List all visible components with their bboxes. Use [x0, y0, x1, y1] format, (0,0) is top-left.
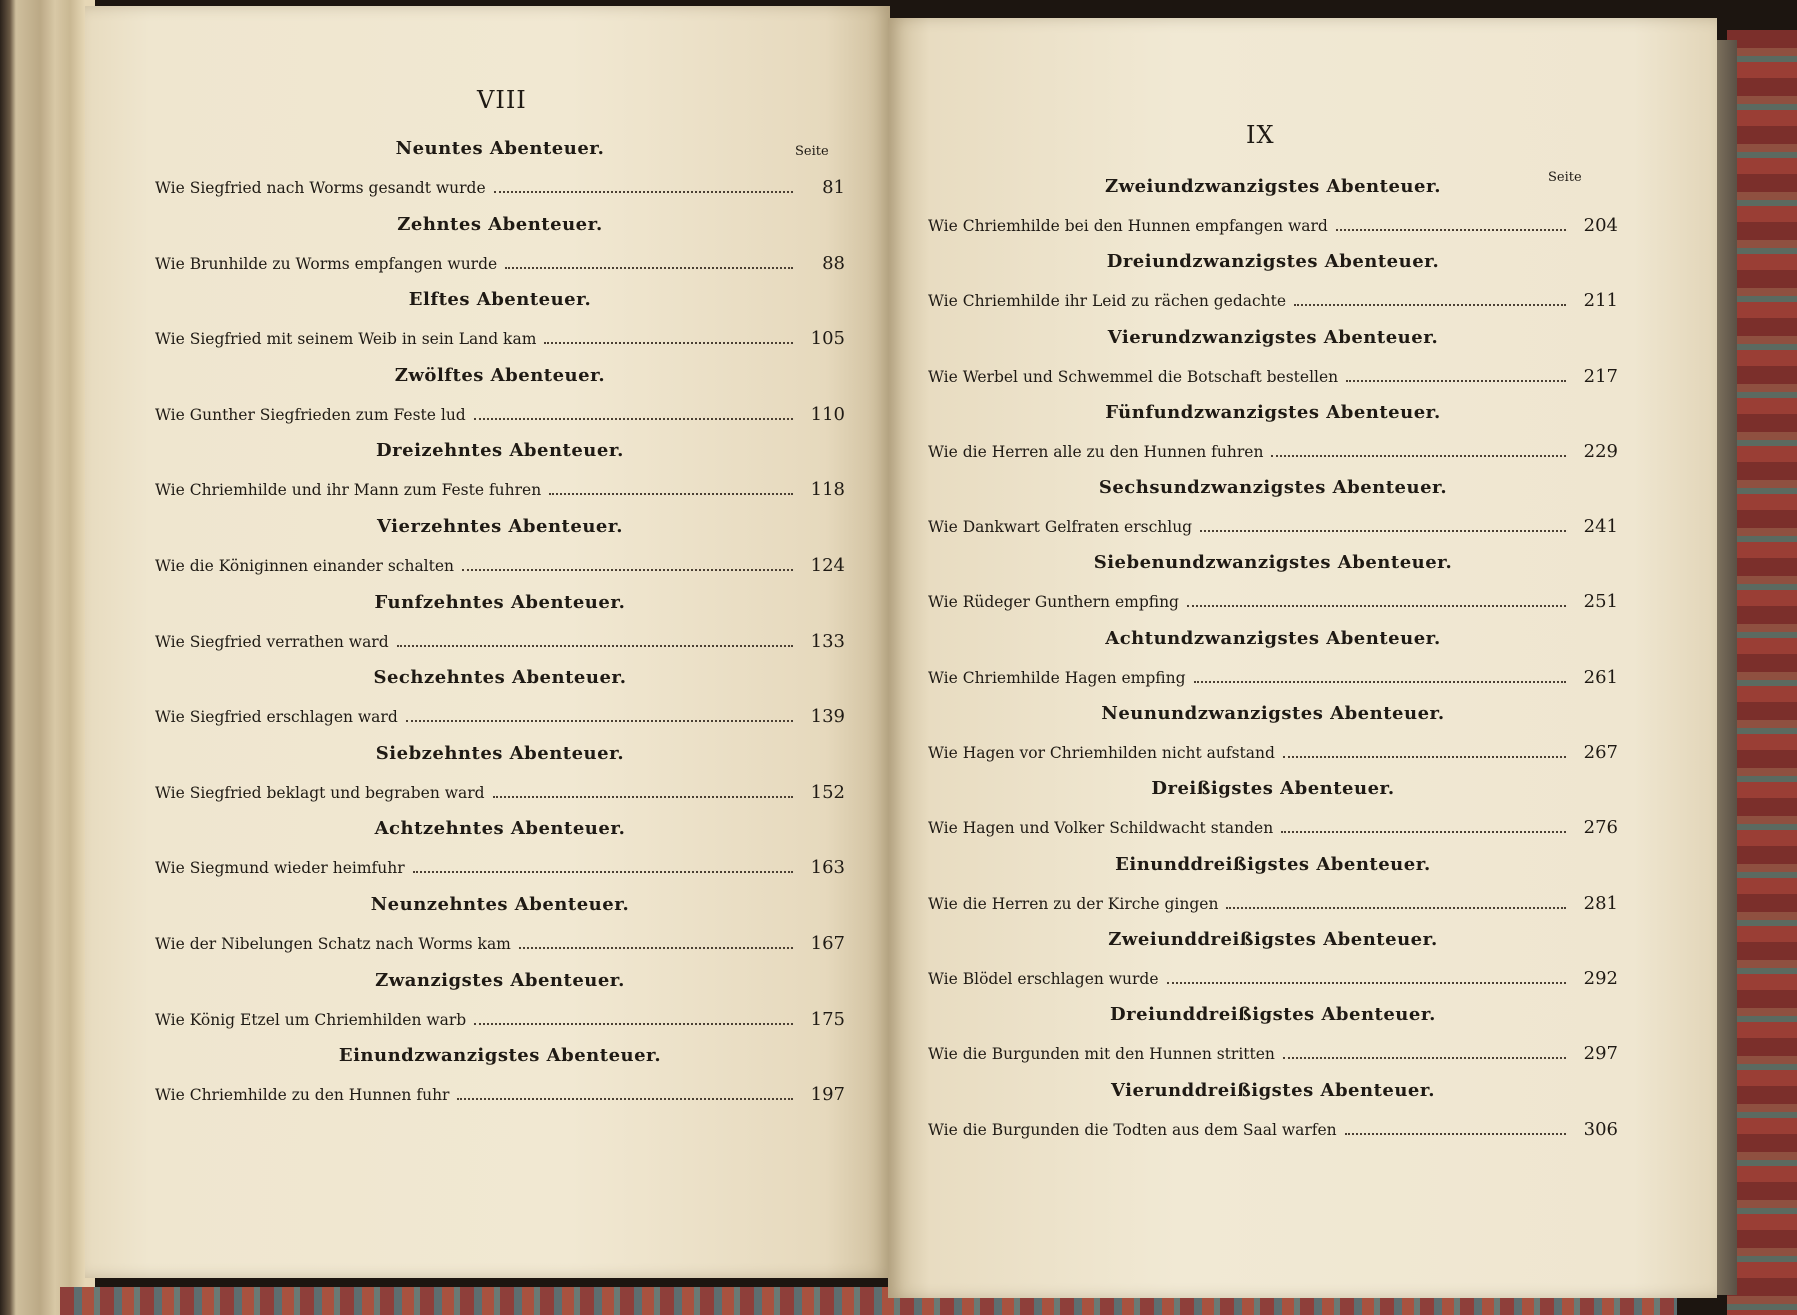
dot-leader	[493, 795, 793, 798]
page-reference: 139	[810, 706, 845, 728]
chapter-heading: Dreizehntes Abenteuer.	[376, 440, 624, 462]
page-reference: 211	[1583, 290, 1618, 312]
page-reference: 276	[1583, 817, 1618, 839]
page-reference: 124	[810, 554, 845, 576]
dot-leader	[1294, 303, 1566, 306]
chapter-title: Wie Werbel und Schwemmel die Botschaft bestellen	[928, 367, 1339, 386]
toc-row	[928, 955, 1618, 989]
chapter-heading: Siebenundzwanzigstes Abenteuer.	[1093, 552, 1453, 574]
page-reference: 152	[810, 781, 845, 803]
toc-row	[155, 1071, 845, 1105]
page-reference: 81	[822, 177, 845, 198]
dot-leader	[474, 417, 793, 420]
chapter-heading: Sechsundzwanzigstes Abenteuer.	[1098, 477, 1448, 499]
chapter-title: Wie Dankwart Gelfraten erschlug	[928, 518, 1193, 537]
seite-label: Seite	[795, 144, 829, 159]
dot-leader	[397, 644, 793, 647]
toc-entry	[928, 774, 1618, 849]
dot-leader	[474, 1022, 793, 1025]
toc-entry	[155, 966, 845, 1042]
dot-leader	[494, 190, 793, 193]
chapter-heading: Achtundzwanzigstes Abenteuer.	[1105, 627, 1441, 649]
toc-entry	[928, 925, 1618, 1000]
chapter-heading: Vierzehntes Abenteuer.	[377, 515, 623, 537]
page-reference: 163	[810, 857, 845, 879]
chapter-title: Wie Blödel erschlagen wurde	[928, 969, 1159, 988]
page-reference: 88	[822, 252, 845, 274]
chapter-heading: Dreißigstes Abenteuer.	[1151, 778, 1395, 800]
chapter-title: Wie die Burgunden die Todten aus dem Saal warfen	[928, 1120, 1337, 1139]
chapter-title: Wie Chriemhilde Hagen empfing	[928, 668, 1186, 687]
toc-entry	[155, 134, 845, 210]
chapter-title: Wie König Etzel um Chriemhilden warb	[155, 1010, 467, 1029]
chapter-title: Wie die Königinnen einander schalten	[155, 556, 455, 575]
toc-entry	[928, 548, 1618, 623]
toc-row	[928, 654, 1618, 688]
dot-leader	[1194, 680, 1566, 683]
dot-leader	[505, 266, 793, 269]
chapter-heading: Siebzehntes Abenteuer.	[375, 742, 625, 764]
chapter-heading: Neuntes Abenteuer.	[395, 138, 605, 159]
page-reference: 306	[1583, 1118, 1618, 1140]
toc-row	[155, 920, 845, 954]
chapter-title: Wie Chriemhilde zu den Hunnen fuhr	[155, 1086, 450, 1105]
page-reference: 175	[810, 1008, 845, 1030]
chapter-heading: Zweiunddreißigstes Abenteuer.	[1108, 928, 1438, 950]
toc-row	[155, 466, 845, 500]
chapter-heading: Neunundzwanzigstes Abenteuer.	[1101, 703, 1445, 725]
dot-leader	[457, 1097, 793, 1100]
toc-row	[155, 542, 845, 576]
dot-leader	[1281, 830, 1566, 833]
toc-row	[928, 578, 1618, 612]
chapter-title: Wie Chriemhilde ihr Leid zu rächen gedachte	[928, 292, 1287, 311]
dot-leader	[549, 492, 793, 495]
chapter-heading: Einunddreißigstes Abenteuer.	[1115, 853, 1431, 875]
table-of-contents	[155, 134, 845, 1117]
page-reference: 267	[1583, 742, 1618, 764]
toc-row	[155, 844, 845, 878]
toc-entry	[928, 398, 1618, 473]
page-reference: 281	[1583, 892, 1618, 914]
chapter-heading: Zwanzigstes Abenteuer.	[375, 969, 625, 991]
dot-leader	[1187, 604, 1566, 607]
page-number-folio: IX	[1246, 121, 1275, 149]
toc-row	[928, 202, 1618, 236]
chapter-title: Wie der Nibelungen Schatz nach Worms kam	[155, 934, 511, 953]
chapter-title: Wie Chriemhilde bei den Hunnen empfangen ward	[928, 217, 1328, 235]
page-reference: 217	[1583, 365, 1618, 387]
page-reference: 251	[1583, 591, 1618, 613]
toc-entry	[155, 1041, 845, 1117]
toc-row	[155, 618, 845, 652]
page-reference: 105	[810, 328, 845, 350]
dot-leader	[544, 341, 793, 344]
toc-row	[928, 729, 1618, 763]
chapter-heading: Zweiundzwanzigstes Abenteuer.	[1104, 176, 1442, 197]
toc-row	[928, 353, 1618, 387]
book-cover-left	[0, 0, 95, 1315]
dot-leader	[1346, 379, 1566, 382]
dot-leader	[462, 568, 793, 571]
toc-row	[928, 277, 1618, 311]
chapter-heading: Achtzehntes Abenteuer.	[374, 818, 626, 840]
dot-leader	[1345, 1132, 1566, 1135]
chapter-heading: Funfzehntes Abenteuer.	[374, 591, 626, 613]
toc-entry	[928, 172, 1618, 247]
toc-entry	[928, 624, 1618, 699]
book-cover-right	[1727, 30, 1797, 1315]
chapter-heading: Vierunddreißigstes Abenteuer.	[1111, 1079, 1435, 1101]
toc-row	[155, 996, 845, 1030]
toc-row	[155, 391, 845, 425]
chapter-title: Wie Hagen und Volker Schildwacht standen	[928, 819, 1274, 838]
page-reference: 118	[810, 479, 845, 501]
page-reference: 229	[1583, 440, 1618, 462]
toc-entry	[928, 473, 1618, 548]
table-of-contents	[928, 172, 1618, 1151]
toc-row	[155, 315, 845, 349]
chapter-title: Wie die Herren zu der Kirche gingen	[928, 894, 1219, 913]
toc-entry	[928, 1000, 1618, 1075]
left-page	[85, 6, 890, 1278]
toc-row	[155, 769, 845, 803]
chapter-heading: Dreiunddreißigstes Abenteuer.	[1110, 1004, 1436, 1026]
toc-entry	[155, 361, 845, 437]
dot-leader	[1271, 454, 1566, 457]
dot-leader	[519, 946, 793, 949]
toc-entry	[928, 247, 1618, 322]
page-reference: 167	[810, 932, 845, 954]
seite-label: Seite	[1548, 170, 1582, 185]
chapter-heading: Elftes Abenteuer.	[408, 289, 592, 311]
page-reference: 133	[810, 630, 845, 652]
chapter-title: Wie Chriemhilde und ihr Mann zum Feste fuhren	[155, 481, 542, 500]
toc-entry	[155, 588, 845, 664]
page-number-folio: VIII	[477, 86, 527, 114]
chapter-heading: Dreiundzwanzigstes Abenteuer.	[1106, 251, 1440, 273]
toc-entry	[928, 699, 1618, 774]
toc-entry	[155, 210, 845, 286]
chapter-title: Wie die Herren alle zu den Hunnen fuhren	[928, 442, 1264, 461]
dot-leader	[1283, 1056, 1566, 1059]
toc-row	[928, 428, 1618, 462]
toc-entry	[155, 890, 845, 966]
chapter-title: Wie Siegfried mit seinem Weib in sein Land kam	[155, 330, 537, 349]
toc-row	[155, 240, 845, 274]
chapter-title: Wie Hagen vor Chriemhilden nicht aufstand	[928, 744, 1275, 763]
chapter-heading: Vierundzwanzigstes Abenteuer.	[1107, 326, 1439, 348]
chapter-title: Wie Siegfried verrathen ward	[155, 632, 389, 651]
page-reference: 197	[810, 1084, 845, 1106]
toc-entry	[155, 814, 845, 890]
chapter-title: Wie die Burgunden mit den Hunnen stritten	[928, 1045, 1275, 1064]
toc-entry	[155, 436, 845, 512]
toc-entry	[928, 1076, 1618, 1151]
dot-leader	[1200, 529, 1566, 532]
page-reference: 110	[810, 403, 845, 425]
chapter-title: Wie Siegfried nach Worms gesandt wurde	[155, 179, 486, 197]
toc-entry	[155, 285, 845, 361]
dot-leader	[406, 719, 793, 722]
toc-entry	[155, 739, 845, 815]
dot-leader	[413, 870, 793, 873]
chapter-heading: Neunzehntes Abenteuer.	[370, 893, 630, 915]
chapter-title: Wie Rüdeger Gunthern empfing	[928, 593, 1179, 612]
chapter-title: Wie Siegfried beklagt und begraben ward	[155, 783, 485, 802]
toc-row	[928, 880, 1618, 914]
page-reference: 261	[1583, 666, 1618, 688]
toc-row	[928, 1106, 1618, 1140]
chapter-heading: Fünfundzwanzigstes Abenteuer.	[1105, 401, 1441, 423]
chapter-heading: Zwölftes Abenteuer.	[394, 364, 606, 386]
toc-entry	[155, 512, 845, 588]
toc-entry	[928, 323, 1618, 398]
toc-row	[928, 804, 1618, 838]
toc-row	[155, 164, 845, 198]
chapter-heading: Sechzehntes Abenteuer.	[373, 667, 627, 689]
chapter-heading: Zehntes Abenteuer.	[397, 213, 603, 235]
page-reference: 297	[1583, 1043, 1618, 1065]
chapter-title: Wie Brunhilde zu Worms empfangen wurde	[155, 254, 498, 273]
chapter-title: Wie Siegfried erschlagen ward	[155, 708, 398, 727]
chapter-title: Wie Gunther Siegfrieden zum Feste lud	[155, 405, 466, 424]
page-reference: 241	[1583, 516, 1618, 538]
toc-row	[155, 693, 845, 727]
dot-leader	[1226, 906, 1566, 909]
chapter-heading: Einundzwanzigstes Abenteuer.	[338, 1045, 662, 1067]
chapter-title: Wie Siegmund wieder heimfuhr	[155, 859, 405, 878]
toc-row	[928, 1030, 1618, 1064]
dot-leader	[1167, 981, 1566, 984]
toc-row	[928, 503, 1618, 537]
page-reference: 292	[1583, 967, 1618, 989]
dot-leader	[1336, 228, 1566, 231]
right-page	[888, 18, 1717, 1298]
dot-leader	[1283, 755, 1566, 758]
page-reference: 204	[1583, 215, 1618, 236]
toc-entry	[155, 663, 845, 739]
toc-entry	[928, 850, 1618, 925]
